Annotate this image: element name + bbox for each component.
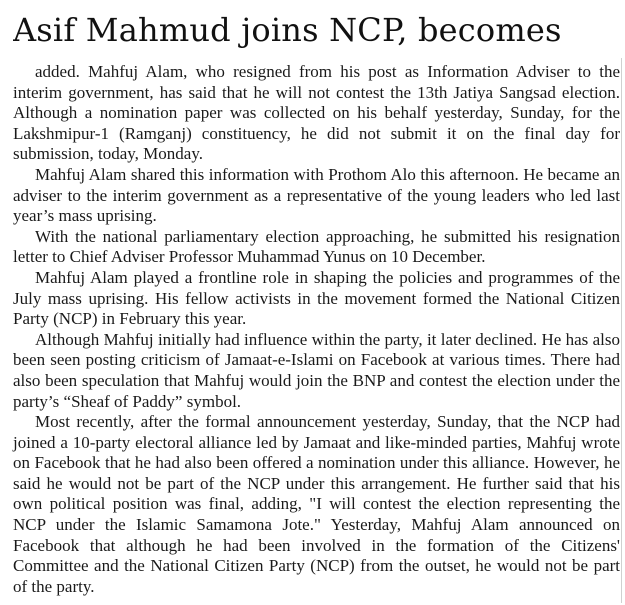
article-paragraph: With the national parliamentary election approaching, he submitted his resignation letter to Chief Adviser Professor Muhammad Yunus on 10 December. — [13, 226, 620, 267]
column-divider — [621, 58, 622, 603]
article-paragraph: Although Mahfuj initially had influence within the party, it later declined. He has also been seen posting criticism of Jamaat-e-Islami on Facebook at various times. There had also been speculation that Mahfuj would join the BNP and contest the election under the party’s “Sheaf of Paddy” symbol. — [13, 329, 620, 411]
article-paragraph: Most recently, after the formal announcement yesterday, Sunday, that the NCP had joined a 10-party electoral alliance led by Jamaat and like-minded parties, Mahfuj wrote on Facebook that he had also been offered a nomination under this alliance. However, he said he would not be part of the NCP under this arrangement. He further said that his own political position was final, adding, "I will contest the election representing the NCP under the Islamic Samamona Jote." Yesterday, Mahfuj Alam announced on Facebook that although he had been involved in the formation of the Citizens' Committee and the National Citizen Party (NCP) from the outset, he would not be part of the party. — [13, 412, 620, 596]
article-body — [13, 62, 620, 597]
headline: Asif Mahmud joins NCP, becomes — [13, 11, 562, 49]
article-paragraph: Mahfuj Alam played a frontline role in shaping the policies and programmes of the July mass uprising. His fellow activists in the movement formed the National Citizen Party (NCP) in February this year. — [13, 267, 620, 329]
article-paragraph: added. Mahfuj Alam, who resigned from his post as Information Adviser to the interim government, has said that he will not contest the 13th Jatiya Sangsad election. Although a nomination paper was collected on his behalf yesterday, Sunday, for the Lakshmipur-1 (Ramganj) constituency, he did not submit it on the final day for submission, today, Monday. — [13, 62, 620, 164]
article-paragraph: Mahfuj Alam shared this information with Prothom Alo this afternoon. He became an adviser to the interim government as a representative of the young leaders who led last year’s mass uprising. — [13, 164, 620, 226]
